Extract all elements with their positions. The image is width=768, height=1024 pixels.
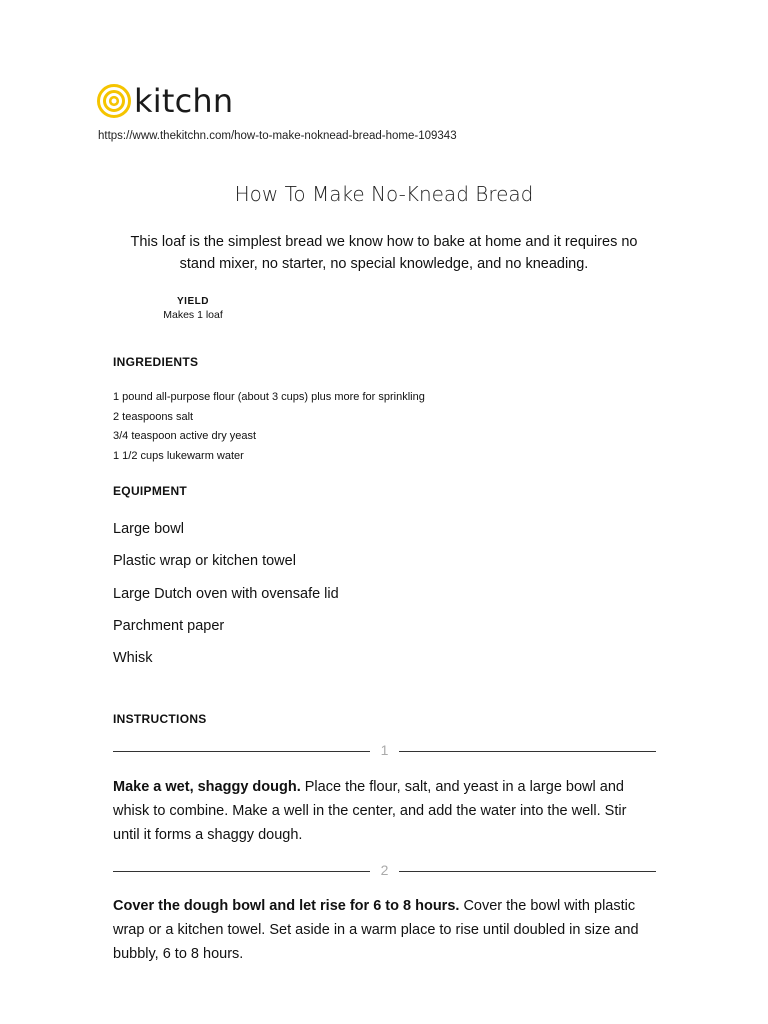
equipment-list — [113, 516, 339, 677]
ingredient-item: 3/4 teaspoon active dry yeast — [113, 430, 257, 442]
yield-block — [153, 296, 233, 321]
ingredients-heading: INGREDIENTS — [113, 355, 199, 369]
instructions-heading: INSTRUCTIONS — [113, 712, 207, 726]
ingredient-item: 2 teaspoons salt — [113, 410, 194, 423]
step-text — [113, 775, 656, 847]
step-number: 1 — [380, 742, 389, 758]
step-divider — [113, 861, 656, 881]
ingredient-item: 1 1/2 cups lukewarm water — [113, 449, 244, 462]
equipment-item: Plastic wrap or kitchen towel — [113, 553, 296, 570]
recipe-intro: This loaf is the simplest bread we know how to bake at home and it requires no stand mixer, no starter, no special knowledge, and no kneading. — [130, 234, 638, 272]
recipe-title: How To Make No-Knead Bread — [234, 182, 534, 206]
ingredients-list — [113, 388, 425, 466]
divider-line — [113, 871, 370, 872]
divider-line — [113, 751, 370, 752]
yield-label: YIELD — [177, 296, 209, 307]
step-divider — [113, 741, 656, 761]
step-number: 2 — [380, 862, 389, 878]
equipment-item: Large bowl — [113, 521, 184, 537]
divider-line — [399, 751, 656, 752]
kitchn-logo[interactable] — [97, 84, 233, 118]
equipment-item: Parchment paper — [113, 617, 225, 634]
equipment-item: Whisk — [113, 650, 153, 667]
step-body: Cover the bowl with plastic wrap or a kitchen towel. Set aside in a warm place to rise until doubled in size and bubbly, 6 to 8 hours. — [113, 898, 639, 962]
step-text — [113, 894, 656, 966]
page-url[interactable]: https://www.thekitchn.com/how-to-make-noknead-bread-home-109343 — [98, 130, 457, 142]
equipment-item: Large Dutch oven with ovensafe lid — [113, 585, 339, 602]
kitchn-spiral-icon — [97, 84, 131, 118]
step-headline: Make a wet, shaggy dough. — [113, 779, 301, 795]
brand-name: kitchn — [134, 82, 234, 120]
ingredient-item: 1 pound all-purpose flour (about 3 cups) plus more for sprinkling — [113, 391, 425, 403]
step-body: Place the flour, salt, and yeast in a large bowl and whisk to combine. Make a well in the center, and add the water into the well. Stir until it forms a shaggy dough. — [113, 779, 627, 843]
equipment-heading: EQUIPMENT — [113, 484, 188, 498]
yield-value: Makes 1 loaf — [163, 309, 223, 321]
step-headline: Cover the dough bowl and let rise for 6 to 8 hours. — [113, 898, 460, 914]
divider-line — [399, 871, 656, 872]
